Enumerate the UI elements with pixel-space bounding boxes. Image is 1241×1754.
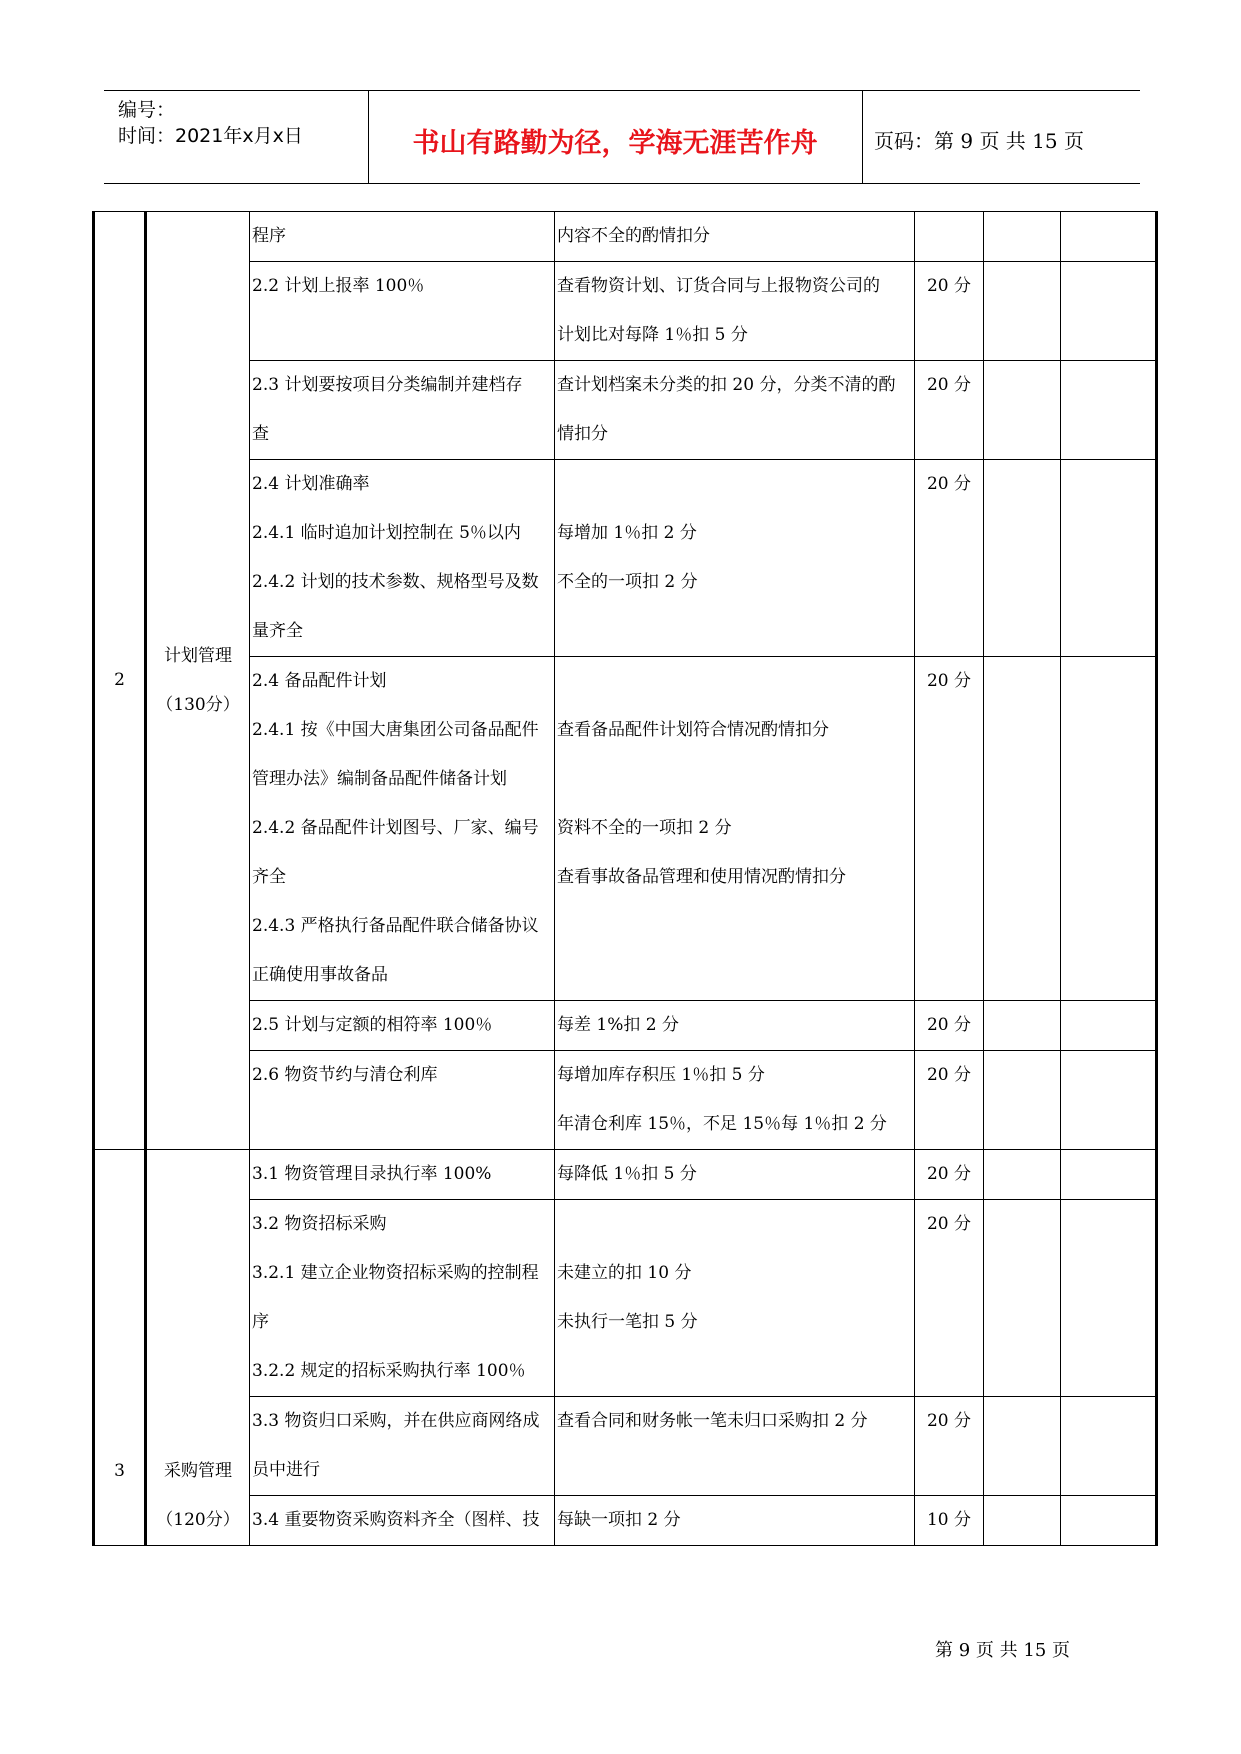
- table-row: [94, 1397, 1157, 1496]
- table-row: [94, 262, 1157, 361]
- item-line: 员中进行: [252, 1460, 320, 1480]
- blank-cell: [1061, 1496, 1157, 1546]
- page-code: 页码：第 9 页 共 15 页: [874, 129, 1084, 153]
- blank-cell: [984, 262, 1061, 361]
- rule-line: 不全的一项扣 2 分: [557, 572, 698, 592]
- blank-cell: [984, 1496, 1061, 1546]
- blank-cell: [1061, 1001, 1157, 1051]
- score-cell: [915, 657, 984, 1001]
- blank-cell: [1061, 1150, 1157, 1200]
- rule-line: [557, 1200, 914, 1249]
- blank-cell: [984, 657, 1061, 1001]
- item-line: 3.2 物资招标采购: [252, 1214, 387, 1234]
- rule-line: [557, 1347, 914, 1396]
- blank-cell: [1061, 1200, 1157, 1397]
- rule-line: 年清仓利库 15％，不足 15％每 1％扣 2 分: [557, 1114, 887, 1134]
- motto-text: 书山有路勤为径，学海无涯苦作舟: [412, 128, 818, 159]
- item-line: 2.4 备品配件计划: [252, 671, 387, 691]
- rule-line: 每差 1%扣 2 分: [557, 1015, 679, 1035]
- item-line: 2.4.3 严格执行备品配件联合储备协议: [252, 916, 539, 936]
- blank-cell: [984, 1150, 1061, 1200]
- score-value: 20 分: [926, 1214, 972, 1234]
- rule-cell: [555, 1150, 915, 1200]
- rule-line: [557, 460, 914, 509]
- table-row: [94, 1150, 1157, 1200]
- score-cell: [915, 262, 984, 361]
- rule-cell: [555, 460, 915, 657]
- blank-cell: [984, 361, 1061, 460]
- rule-line: 未建立的扣 10 分: [557, 1263, 692, 1283]
- table-row: [94, 1496, 1157, 1546]
- item-cell: [250, 657, 555, 1001]
- rule-cell: [555, 1001, 915, 1051]
- section-number: 3: [114, 1461, 125, 1481]
- item-line: 2.4.1 按《中国大唐集团公司备品配件: [252, 720, 539, 740]
- score-cell: [915, 212, 984, 262]
- blank-cell: [1061, 262, 1157, 361]
- item-line: 2.4.1 临时追加计划控制在 5％以内: [252, 523, 521, 543]
- rule-line: 每增加 1％扣 2 分: [557, 523, 697, 543]
- table-row: [94, 1001, 1157, 1051]
- section-category: 采购管理: [164, 1461, 232, 1481]
- rule-line: [557, 755, 914, 804]
- section-number-cell: [94, 212, 146, 1150]
- rule-line: 情扣分: [557, 424, 608, 444]
- rule-line: [557, 657, 914, 706]
- table-row: [94, 460, 1157, 657]
- item-line: 程序: [252, 226, 286, 246]
- page-footer: 第 9 页 共 15 页: [935, 1640, 1070, 1661]
- score-value: 20 分: [926, 375, 972, 395]
- blank-cell: [1061, 212, 1157, 262]
- serial-number-label: 编号：: [118, 99, 176, 121]
- item-line: 2.4.2 计划的技术参数、规格型号及数: [252, 572, 539, 592]
- score-value: 20 分: [926, 276, 972, 296]
- score-cell: [915, 361, 984, 460]
- item-line: 3.3 物资归口采购，并在供应商网络成: [252, 1411, 540, 1431]
- item-cell: [250, 1001, 555, 1051]
- rule-line: 查看物资计划、订货合同与上报物资公司的: [557, 276, 880, 296]
- score-value: 20 分: [926, 1411, 972, 1431]
- rule-cell: [555, 1051, 915, 1150]
- blank-cell: [984, 460, 1061, 657]
- score-cell: [915, 1051, 984, 1150]
- rule-line: 每缺一项扣 2 分: [557, 1510, 681, 1530]
- header-meta-cell: [104, 91, 369, 183]
- score-value: 10 分: [926, 1510, 972, 1530]
- rule-line: [557, 951, 914, 1000]
- item-line: 3.1 物资管理目录执行率 100%: [252, 1164, 492, 1184]
- rule-cell: [555, 1397, 915, 1496]
- blank-cell: [1061, 657, 1157, 1001]
- score-cell: [915, 1397, 984, 1496]
- item-cell: [250, 1200, 555, 1397]
- item-line: 3.2.2 规定的招标采购执行率 100％: [252, 1361, 526, 1381]
- score-value: 20 分: [926, 671, 972, 691]
- section-category: 计划管理: [164, 645, 232, 666]
- item-line: 序: [252, 1312, 269, 1332]
- rule-cell: [555, 361, 915, 460]
- item-cell: [250, 1397, 555, 1496]
- score-value: 20 分: [926, 474, 972, 494]
- item-line: 管理办法》编制备品配件储备计划: [252, 769, 507, 789]
- rule-line: [557, 1446, 914, 1495]
- rule-line: 未执行一笔扣 5 分: [557, 1312, 698, 1332]
- blank-cell: [984, 1200, 1061, 1397]
- item-cell: [250, 262, 555, 361]
- header-page-cell: [862, 91, 1140, 183]
- rule-line: [557, 607, 914, 656]
- blank-cell: [984, 212, 1061, 262]
- item-cell: [250, 460, 555, 657]
- table-row: [94, 1200, 1157, 1397]
- rule-line: 资料不全的一项扣 2 分: [557, 818, 732, 838]
- rule-cell: [555, 262, 915, 361]
- item-line: 2.3 计划要按项目分类编制并建档存: [252, 375, 523, 395]
- score-cell: [915, 1200, 984, 1397]
- rule-line: 查看备品配件计划符合情况酌情扣分: [557, 720, 829, 740]
- item-line: 2.4.2 备品配件计划图号、厂家、编号: [252, 818, 539, 838]
- item-line: 2.6 物资节约与清仓利库: [252, 1065, 438, 1085]
- section-number-cell: [94, 1150, 146, 1546]
- section-category-points: （130分）: [156, 694, 240, 715]
- rule-line: 每增加库存积压 1％扣 5 分: [557, 1065, 765, 1085]
- rule-cell: [555, 657, 915, 1001]
- score-value: 20 分: [926, 1065, 972, 1085]
- item-line: 3.4 重要物资采购资料齐全（图样、技: [252, 1510, 540, 1530]
- item-cell: [250, 361, 555, 460]
- table-row: [94, 361, 1157, 460]
- score-value: 20 分: [926, 1015, 972, 1035]
- item-cell: [250, 1496, 555, 1546]
- item-cell: [250, 212, 555, 262]
- item-cell: [250, 1150, 555, 1200]
- blank-cell: [1061, 1397, 1157, 1496]
- item-line: 查: [252, 424, 269, 444]
- score-cell: [915, 460, 984, 657]
- rule-cell: [555, 1496, 915, 1546]
- blank-cell: [1061, 361, 1157, 460]
- rule-line: [557, 902, 914, 951]
- section-number: 2: [114, 670, 125, 690]
- date-label: 时间：2021年x月x日: [118, 125, 303, 147]
- item-line: 2.5 计划与定额的相符率 100％: [252, 1015, 493, 1035]
- blank-cell: [984, 1397, 1061, 1496]
- assessment-table: [92, 211, 1158, 1546]
- item-line: [252, 1100, 554, 1149]
- item-line: 正确使用事故备品: [252, 965, 388, 985]
- score-cell: [915, 1001, 984, 1051]
- rule-line: 查看事故备品管理和使用情况酌情扣分: [557, 867, 846, 887]
- header-motto-cell: [368, 91, 863, 183]
- item-line: 齐全: [252, 867, 286, 887]
- item-line: 3.2.1 建立企业物资招标采购的控制程: [252, 1263, 539, 1283]
- item-line: 2.4 计划准确率: [252, 474, 370, 494]
- section-category-cell: [146, 212, 250, 1150]
- score-value: 20 分: [926, 1164, 972, 1184]
- rule-line: 计划比对每降 1％扣 5 分: [557, 325, 748, 345]
- blank-cell: [1061, 1051, 1157, 1150]
- rule-cell: [555, 1200, 915, 1397]
- table-row: [94, 212, 1157, 262]
- table-row: [94, 1051, 1157, 1150]
- score-cell: [915, 1496, 984, 1546]
- section-category-cell: [146, 1150, 250, 1546]
- blank-cell: [1061, 460, 1157, 657]
- blank-cell: [984, 1051, 1061, 1150]
- item-line: [252, 311, 554, 360]
- document-header: [104, 90, 1140, 184]
- section-category-points: （120分）: [156, 1510, 240, 1530]
- item-line: 量齐全: [252, 621, 303, 641]
- rule-cell: [555, 212, 915, 262]
- score-cell: [915, 1150, 984, 1200]
- blank-cell: [984, 1001, 1061, 1051]
- rule-line: 查计划档案未分类的扣 20 分，分类不清的酌: [557, 375, 896, 395]
- rule-line: 查看合同和财务帐一笔未归口采购扣 2 分: [557, 1411, 868, 1431]
- item-cell: [250, 1051, 555, 1150]
- rule-line: 内容不全的酌情扣分: [557, 226, 710, 246]
- rule-line: 每降低 1％扣 5 分: [557, 1164, 697, 1184]
- table-row: [94, 657, 1157, 1001]
- item-line: 2.2 计划上报率 100％: [252, 276, 425, 296]
